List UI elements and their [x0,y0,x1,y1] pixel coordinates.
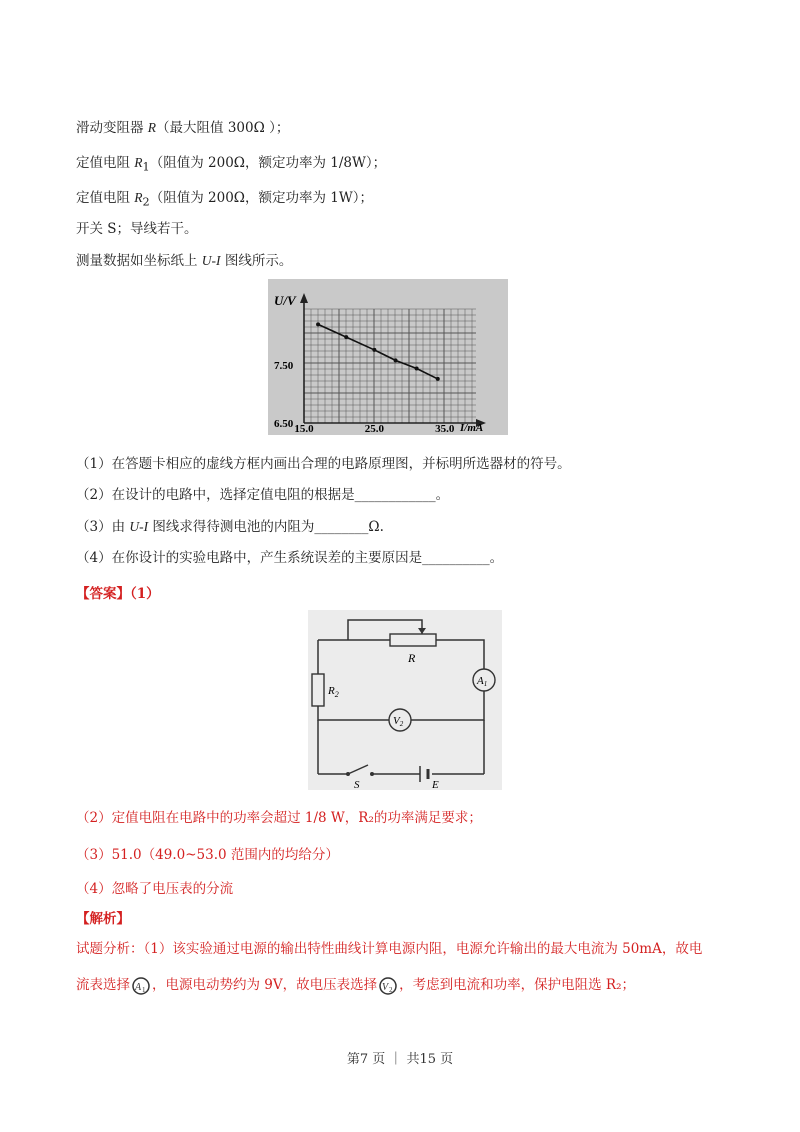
x-tick-label: 35.0 [435,423,455,435]
resistor-r2-body [312,674,324,706]
resistor-r2-label: $R_2$ [328,685,339,699]
answer-3: （3）51.0（49.0~53.0 范围内的均给分） [76,847,339,863]
question-3: （3）由 U-I 图线求得待测电池的内阻为________Ω. [76,519,384,535]
rheostat-label: R [408,651,416,665]
answer-heading: 【答案】（1） [76,586,160,602]
voltmeter-v2-symbol-icon [377,977,399,995]
material-resistor-r2: 定值电阻 $R_2$（阻值为 200Ω，额定功率为 1W）； [76,190,373,209]
ui-graph-svg [268,279,508,435]
svg-text:2: 2 [389,985,393,994]
switch-contact-right [370,772,374,776]
ui-data-point [316,322,320,326]
ammeter-a1-label: A1 [477,675,488,688]
analysis-heading: 【解析】 [76,911,130,927]
circuit-svg [308,610,502,790]
analysis-line-1: 试题分析：（1）该实验通过电源的输出特性曲线计算电源内阻，电源允许输出的最大电流为 50mA，故电 [76,941,703,957]
svg-text:1: 1 [142,985,146,994]
switch-contact-left [346,772,350,776]
x-axis-label: I/mA [460,422,484,434]
ui-data-point [372,348,376,352]
question-2: （2）在设计的电路中，选择定值电阻的根据是____________。 [76,487,450,503]
battery-label: E [432,779,439,790]
y-tick-label: 7.50 [274,360,294,372]
answer-2: （2）定值电阻在电路中的功率会超过 1/8 W，R₂的功率满足要求； [76,810,482,826]
rheostat-body [390,634,436,646]
ui-data-point [415,366,419,370]
ui-data-point [344,335,348,339]
x-tick-label: 15.0 [294,423,314,435]
question-4: （4）在你设计的实验电路中，产生系统误差的主要原因是__________。 [76,550,504,566]
material-resistor-r1: 定值电阻 $R_1$（阻值为 200Ω，额定功率为 1/8W）； [76,155,387,174]
svg-text:V: V [382,981,389,993]
question-1: （1）在答题卡相应的虚线方框内画出合理的电路原理图，并标明所选器材的符号。 [76,456,571,472]
material-rheostat: 滑动变阻器 R（最大阻值 300Ω ）； [76,120,290,136]
switch-label: S [354,779,360,790]
svg-text:A: A [135,981,142,993]
measurement-note: 测量数据如坐标纸上 U-I 图线所示。 [76,253,293,269]
x-tick-label: 25.0 [364,423,385,435]
ammeter-a1-symbol-icon [130,977,152,995]
y-tick-label: 6.50 [274,418,294,430]
answer-4: （4）忽略了电压表的分流 [76,881,234,897]
y-axis-label: U/V [274,293,296,308]
analysis-line-2: 流表选择 A 1 ，电源电动势约为 9V，故电压表选择 V 2 ，考虑到电流和功率，保护电阻选 R₂； [76,977,636,994]
ui-data-point [394,358,398,362]
voltmeter-v2-label: V2 [393,715,404,728]
page-footer: 第7 页 ｜ 共15 页 [346,1052,454,1067]
material-switch: 开关 S；导线若干。 [76,221,198,237]
circuit-diagram [308,610,502,794]
ui-data-point [436,377,440,381]
ui-graph [268,279,508,439]
